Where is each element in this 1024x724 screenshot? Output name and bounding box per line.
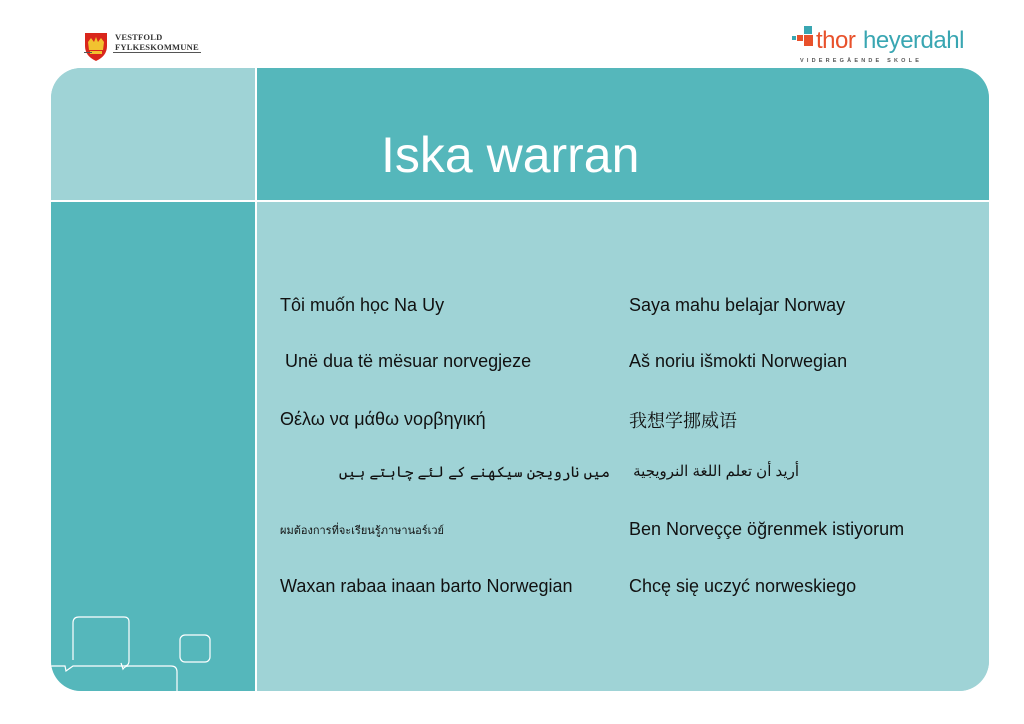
phrase-malay: Saya mahu belajar Norway — [629, 295, 846, 315]
logo-subtitle: VIDEREGÅENDE SKOLE — [800, 58, 923, 64]
vestfold-logo — [84, 30, 224, 70]
crest-icon — [84, 32, 108, 62]
slide-title: Iska warran — [381, 127, 640, 183]
logo-heyerdahl: heyerdahl — [863, 27, 964, 54]
logo-line2: FYLKESKOMMUNE — [115, 42, 199, 52]
phrase-greek: Θέλω να μάθω νορβηγική — [280, 409, 486, 429]
decorative-boxes-graphic — [51, 201, 256, 691]
phrase-thai: ผมต้องการที่จะเรียนรู้ภาษานอร์เวย์ — [280, 525, 444, 537]
phrase-chinese: 我想学挪威语 — [629, 411, 737, 431]
logo-thor: thor — [816, 27, 856, 54]
phrase-polish: Chcę się uczyć norweskiego — [629, 576, 857, 596]
phrase-arabic: أريد أن تعلم اللغة النرويجية — [633, 463, 799, 480]
phrase-urdu: میں نارویجن سیکھنے کے لئے چاہتے ہیں — [338, 464, 610, 481]
thorheyerdahl-logo — [786, 24, 976, 70]
phrase-vietnamese: Tôi muốn học Na Uy — [280, 295, 445, 315]
brand-squares-icon — [786, 24, 814, 54]
phrase-lithuanian: Aš noriu išmokti Norwegian — [629, 351, 848, 371]
phrase-albanian: Unë dua të mësuar norvegjeze — [280, 351, 532, 371]
logo-line1: VESTFOLD — [115, 32, 163, 42]
phrase-somali: Waxan rabaa inaan barto Norwegian — [280, 576, 573, 596]
content-area — [256, 201, 989, 691]
sidebar-block — [51, 201, 256, 691]
sidebar-top-block — [51, 68, 256, 201]
phrase-turkish: Ben Norveççe öğrenmek istiyorum — [629, 519, 905, 539]
